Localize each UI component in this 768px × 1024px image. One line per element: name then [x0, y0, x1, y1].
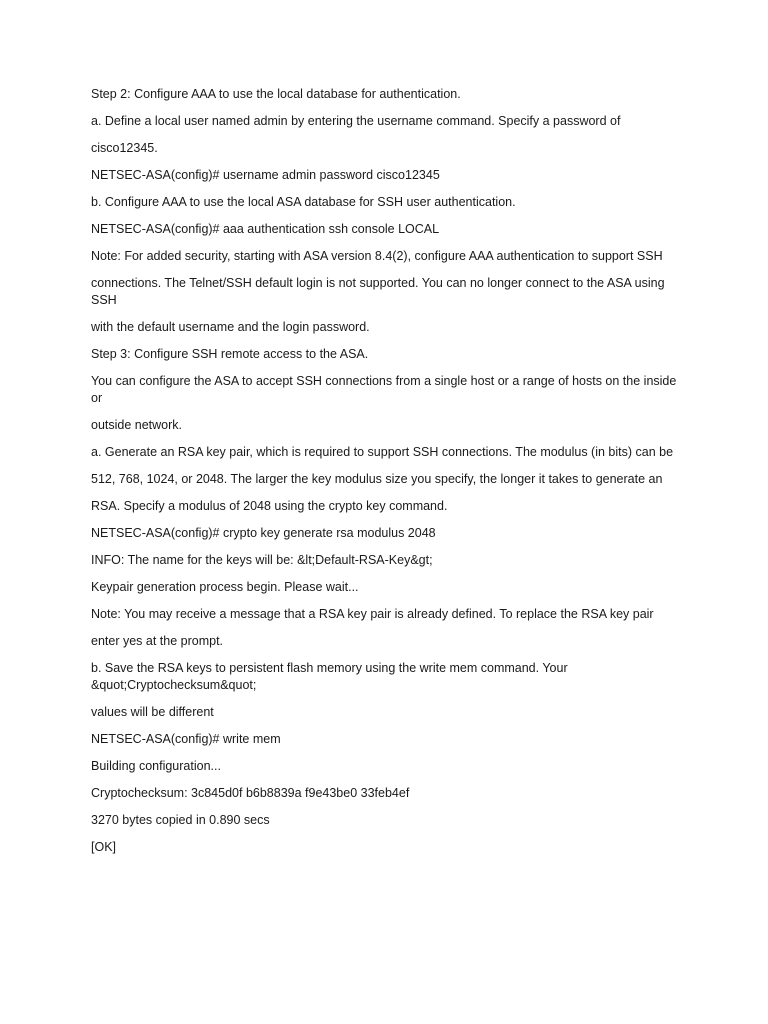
- paragraph: enter yes at the prompt.: [91, 634, 224, 648]
- command-line: NETSEC-ASA(config)# aaa authentication ssh console LOCAL: [91, 222, 440, 236]
- command-line: NETSEC-ASA(config)# username admin password cisco12345: [91, 168, 440, 182]
- note-paragraph: Note: For added security, starting with ASA version 8.4(2), configure AAA authentication to support SSH: [91, 249, 663, 263]
- output-line: Building configuration...: [91, 759, 221, 773]
- paragraph: connections. The Telnet/SSH default login is not supported. You can no longer connect to the ASA using SSH: [91, 276, 665, 307]
- paragraph: b. Configure AAA to use the local ASA database for SSH user authentication.: [91, 195, 516, 209]
- paragraph: with the default username and the login password.: [91, 320, 370, 334]
- output-line: Keypair generation process begin. Please wait...: [91, 580, 359, 594]
- output-line: [OK]: [91, 840, 117, 854]
- step-2-heading: Step 2: Configure AAA to use the local database for authentication.: [91, 87, 461, 101]
- paragraph: You can configure the ASA to accept SSH connections from a single host or a range of hosts on the inside or: [91, 374, 677, 405]
- paragraph: outside network.: [91, 418, 183, 432]
- paragraph: cisco12345.: [91, 141, 158, 155]
- paragraph: a. Define a local user named admin by entering the username command. Specify a password of: [91, 114, 621, 128]
- command-line: NETSEC-ASA(config)# crypto key generate rsa modulus 2048: [91, 526, 436, 540]
- step-3-heading: Step 3: Configure SSH remote access to the ASA.: [91, 347, 369, 361]
- paragraph: a. Generate an RSA key pair, which is required to support SSH connections. The modulus (in bits) can be: [91, 445, 674, 459]
- paragraph: 512, 768, 1024, or 2048. The larger the key modulus size you specify, the longer it takes to generate an: [91, 472, 663, 486]
- output-line: Cryptochecksum: 3c845d0f b6b8839a f9e43be0 33feb4ef: [91, 786, 410, 800]
- output-line: INFO: The name for the keys will be: &lt;Default-RSA-Key&gt;: [91, 553, 433, 567]
- document-page: [91, 86, 681, 866]
- command-line: NETSEC-ASA(config)# write mem: [91, 732, 281, 746]
- paragraph: RSA. Specify a modulus of 2048 using the crypto key command.: [91, 499, 448, 513]
- paragraph: b. Save the RSA keys to persistent flash memory using the write mem command. Your &quot;Cryptochecksum&quot;: [91, 661, 568, 692]
- paragraph: values will be different: [91, 705, 214, 719]
- output-line: 3270 bytes copied in 0.890 secs: [91, 813, 270, 827]
- note-paragraph: Note: You may receive a message that a RSA key pair is already defined. To replace the RSA key pair: [91, 607, 654, 621]
